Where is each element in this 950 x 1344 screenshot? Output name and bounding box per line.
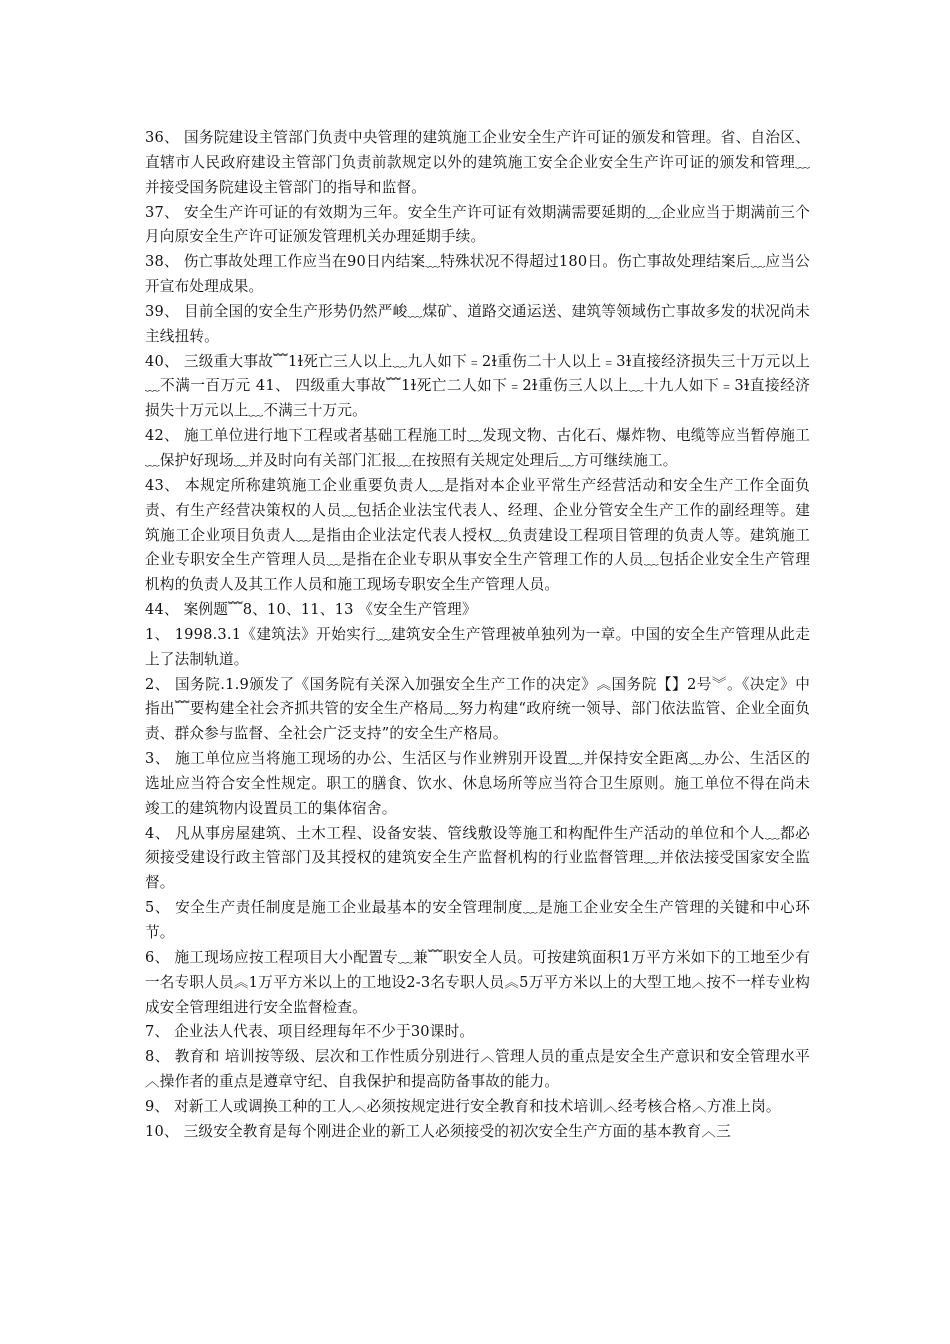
paragraph-item-2: 2、 国务院.1.9颁发了《国务院有关深入加强安全生产工作的决定》︽国务院【】2号︾。《决定》中指出﹌要构建全社会齐抓共管的安全生产格局﹏努力构建“政府统一领导、部门依法监管、企业全面负责、群众参与监督、全社会广泛支持”的安全生产格局。: [145, 675, 810, 743]
paragraph-item-3: 3、 施工单位应当将施工现场的办公、生活区与作业辨别开设置﹏并保持安全距离﹏办公、生活区的选址应当符合安全性规定。职工的膳食、饮水、休息场所等应当符合卫生原则。施工单位不得在尚未竣工的建筑物内设置员工的集体宿舍。: [145, 750, 810, 817]
paragraph-42: 42、 施工单位进行地下工程或者基础工程施工时﹏发现文物、古化石、爆炸物、电缆等应当暂停施工﹏保护好现场﹏并及时向有关部门汇报﹏在按照有关规定处理后﹏方可继续施工。: [145, 427, 810, 469]
paragraph-37: 37、 安全生产许可证的有效期为三年。安全生产许可证有效期满需要延期的﹏企业应当于期满前三个月向原安全生产许可证颁发管理机关办理延期手续。: [145, 203, 810, 246]
paragraph-item-1: 1、 1998.3.1《建筑法》开始实行﹏建筑安全生产管理被单独列为一章。中国的安全生产管理从此走上了法制轨道。: [145, 625, 810, 668]
paragraph-item-5: 5、 安全生产责任制度是施工企业最基本的安全管理制度﹏是施工企业安全生产管理的关键和中心环节。: [145, 899, 810, 941]
paragraph-43: 43、 本规定所称建筑施工企业重要负责人﹏是指对本企业平常生产经营活动和安全生产工作全面负责、有生产经营决策权的人员﹏包括企业法宝代表人、经理、企业分管安全生产工作的副经理等。建筑施工企业项目负责人﹏是指由企业法定代表人授权﹏负责建设工程项目管理的负责人等。建筑施工企业专职安全生产管理人员﹏是指在企业专职从事安全生产管理工作的人员﹏包括企业安全生产管理机构的负责人及其工作人员和施工现场专职安全生产管理人员。: [145, 476, 810, 594]
paragraph-item-7: 7、 企业法人代表、项目经理每年不少于30课时。: [145, 1023, 475, 1041]
paragraph-40-41: 40、 三级重大事故﹌1ɫ死亡三人以上﹏九人如下﹦2ɫ重伤二十人以上﹦3ɫ直接经济损失三十万元以上﹏不满一百万元 41、 四级重大事故﹌1ɫ死亡二人如下﹦2ɫ重伤三人以上﹏十九人如下﹦3ɫ直接经济损失十万元以上﹏不满三十万元。: [145, 352, 810, 420]
paragraph-39: 39、 目前全国的安全生产形势仍然严峻﹏煤矿、道路交通运送、建筑等领域伤亡事故多发的状况尚未主线扭转。: [145, 302, 810, 345]
paragraph-item-4: 4、 凡从事房屋建筑、土木工程、设备安装、管线敷设等施工和构配件生产活动的单位和个人﹏都必须接受建设行政主管部门及其授权的建筑安全生产监督机构的行业监督管理﹏并依法接受国家安全监督。: [145, 824, 810, 892]
paragraph-item-6: 6、 施工现场应按工程项目大小配置专﹏兼﹌职安全人员。可按建筑面积1万平方米如下的工地至少有一名专职人员︽1万平方米以上的工地设2-3名专职人员︽5万平方米以上的大型工地︿按不一样专业构成安全管理组进行安全监督检查。: [145, 948, 810, 1016]
paragraph-36: 36、 国务院建设主管部门负责中央管理的建筑施工企业安全生产许可证的颁发和管理。省、自治区、直辖市人民政府建设主管部门负责前款规定以外的建筑施工安全企业安全生产许可证的颁发和管理﹏并接受国务院建设主管部门的指导和监督。: [145, 129, 810, 196]
paragraph-38: 38、 伤亡事故处理工作应当在90日内结案﹏特殊状况不得超过180日。伤亡事故处理结案后﹏应当公开宣布处理成果。: [145, 253, 810, 296]
document-body: [145, 126, 810, 1145]
paragraph-44: 44、 案例题﹌8、10、11、13 《安全生产管理》: [145, 601, 477, 619]
paragraph-item-10: 10、 三级安全教育是每个刚进企业的新工人必须接受的初次安全生产方面的基本教育︿三: [145, 1122, 731, 1140]
paragraph-item-9: 9、 对新工人或调换工种的工人︿必须按规定进行安全教育和技术培训︿经考核合格︿方准上岗。: [145, 1097, 781, 1115]
paragraph-item-8: 8、 教育和 培训按等级、层次和工作性质分别进行︿管理人员的重点是安全生产意识和安全管理水平︿操作者的重点是遵章守纪、自我保护和提高防备事故的能力。: [145, 1048, 810, 1091]
